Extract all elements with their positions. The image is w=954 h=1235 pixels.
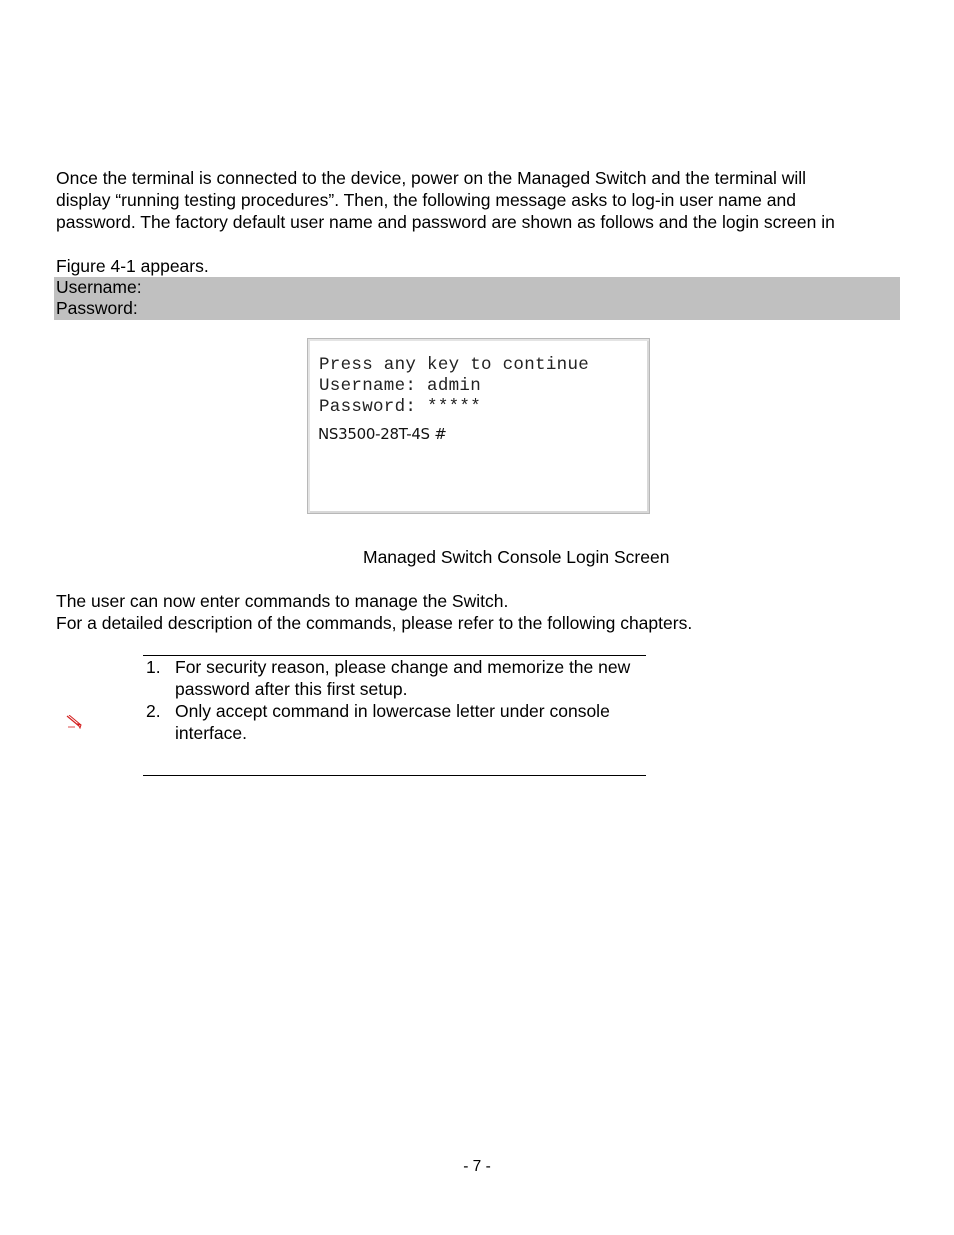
note-item-2 [146,700,646,744]
intro-line-4: Figure 4-1 appears. [56,256,209,276]
note-text-2: Only accept command in lowercase letter under console interface. [175,701,610,743]
note-text-1: For security reason, please change and memorize the new password after this first setup. [175,657,631,699]
note-item-1 [146,656,646,700]
console-prompt: NS3500-28T-4S # [318,425,447,443]
pencil-icon [66,713,82,727]
console-line-username: Username: admin [319,376,482,396]
intro-line-2: display “running testing procedures”. Then, the following message asks to log-in user name and [56,190,796,210]
intro-line-1: Once the terminal is connected to the device, power on the Managed Switch and the terminal will [56,168,806,188]
figure-caption: Managed Switch Console Login Screen [363,547,670,567]
console-line-password: Password: ***** [319,397,482,417]
console-login-screenshot [307,338,650,514]
body-line-1: The user can now enter commands to manage the Switch. [56,591,509,611]
note-bottom-rule [143,775,646,776]
note-number-1: 1. [146,657,161,677]
note-number-2: 2. [146,701,161,721]
password-label: Password: [56,298,138,318]
console-line-press-key: Press any key to continue [319,355,590,375]
username-label: Username: [56,277,142,297]
intro-line-3: password. The factory default user name and password are shown as follows and the login screen in [56,212,835,232]
page-number: - 7 - [463,1158,491,1175]
credentials-box [54,277,900,320]
note-list [146,656,646,744]
body-line-2: For a detailed description of the commands, please refer to the following chapters. [56,613,693,633]
